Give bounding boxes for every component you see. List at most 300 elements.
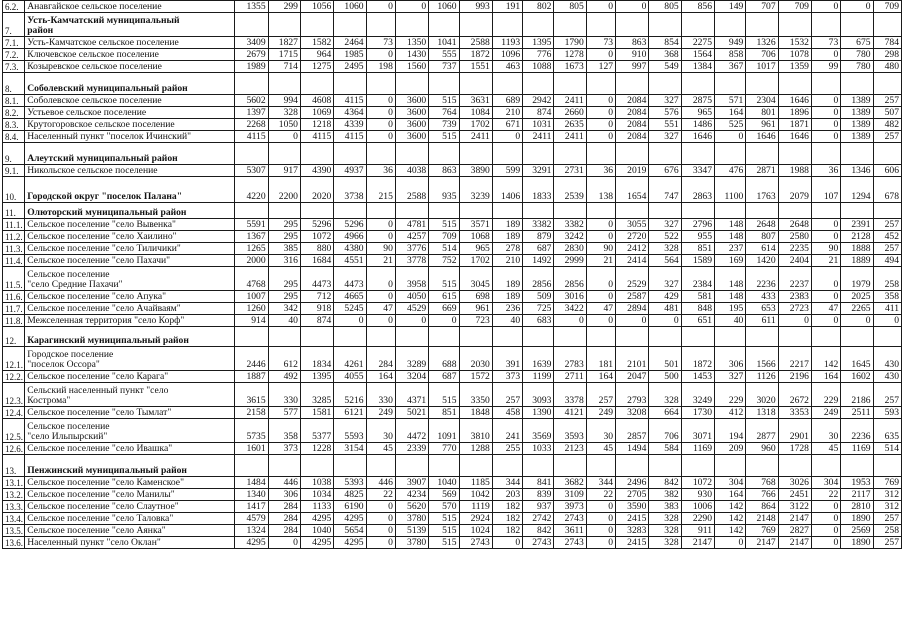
value-cell: 1199 [523,371,554,383]
value-cell: 0 [554,315,586,327]
value-cell [873,455,901,477]
value-cell [235,143,268,165]
value-cell [429,73,459,95]
value-cell [235,455,268,477]
value-cell: 2200 [268,177,300,203]
value-cell: 1728 [778,443,811,455]
row-number: 12.1. [3,347,25,371]
value-cell: 4473 [334,267,366,291]
name-line: Усть-Камчатский муниципальный [27,14,180,26]
value-cell: 2588 [395,177,428,203]
value-cell: 2020 [300,177,333,203]
value-cell: 2857 [616,419,649,443]
value-cell: 3283 [616,525,649,537]
value-cell: 1453 [681,371,714,383]
row-number: 11.3. [3,243,25,255]
value-cell: 2236 [841,419,873,443]
value-cell [715,13,746,37]
value-cell: 1024 [459,525,492,537]
value-cell [459,143,492,165]
value-cell: 1989 [235,61,268,73]
value-cell [395,143,428,165]
value-cell: 805 [649,1,681,13]
value-cell: 599 [492,165,522,177]
value-cell: 304 [715,477,746,489]
value-cell: 458 [492,407,522,419]
value-cell [681,143,714,165]
value-cell: 1872 [459,49,492,61]
name-line: Усть-Камчатское сельское поселение [27,36,179,48]
value-cell: 4551 [334,255,366,267]
value-cell: 687 [429,371,459,383]
value-cell: 4055 [334,371,366,383]
value-cell [586,455,615,477]
value-cell: 1355 [235,1,268,13]
value-cell: 189 [492,291,522,303]
value-cell: 1133 [300,501,333,513]
value-cell [429,203,459,219]
name-line: Козыревское сельское поселение [27,60,162,72]
table-row [3,119,902,131]
settlement-name [25,501,235,513]
value-cell: 4220 [235,177,268,203]
value-cell: 937 [523,501,554,513]
value-cell: 298 [873,49,901,61]
value-cell: 229 [811,383,840,407]
value-cell: 1639 [523,347,554,371]
value-cell: 1260 [235,303,268,315]
value-cell: 1060 [429,1,459,13]
value-cell: 0 [616,315,649,327]
value-cell: 40 [268,315,300,327]
settlement-name [25,73,235,95]
value-cell: 148 [715,231,746,243]
value-cell: 2237 [778,267,811,291]
value-cell: 2411 [554,131,586,143]
value-cell: 960 [746,443,778,455]
value-cell [841,143,873,165]
value-cell: 0 [366,131,395,143]
value-cell [492,13,522,37]
table-row [3,49,902,61]
name-line: Сельское поселение "село Вывенка" [27,218,176,230]
value-cell: 0 [811,131,840,143]
value-cell: 2290 [681,513,714,525]
value-cell: 195 [715,303,746,315]
table-row [3,131,902,143]
value-cell: 1326 [746,37,778,49]
value-cell [395,13,428,37]
value-cell: 1871 [778,119,811,131]
value-cell: 1068 [459,231,492,243]
value-cell: 2588 [459,37,492,49]
value-cell: 45 [586,443,615,455]
name-line: Сельское поселение "село Ачайваям" [27,302,181,314]
value-cell: 2391 [841,219,873,231]
value-cell: 169 [715,255,746,267]
value-cell: 1702 [459,119,492,131]
value-cell: 1060 [334,1,366,13]
row-number: 11.7. [3,303,25,315]
row-number: 11.8. [3,315,25,327]
value-cell: 2411 [554,95,586,107]
value-cell: 2411 [523,131,554,143]
value-cell: 0 [586,537,615,549]
name-line: Сельское поселение "село Апука" [27,290,167,302]
value-cell: 295 [268,267,300,291]
value-cell [649,73,681,95]
value-cell: 0 [366,231,395,243]
table-row [3,513,902,525]
value-cell: 241 [492,419,522,443]
value-cell: 107 [811,177,840,203]
value-cell: 142 [715,501,746,513]
value-cell: 21 [811,255,840,267]
table-row [3,443,902,455]
value-cell: 1890 [841,513,873,525]
value-cell: 0 [586,315,615,327]
value-cell: 1350 [395,37,428,49]
value-cell [811,13,840,37]
table-row [3,525,902,537]
value-cell: 3204 [395,371,428,383]
value-cell: 1193 [492,37,522,49]
value-cell: 1889 [841,255,873,267]
settlement-name [25,347,235,371]
value-cell: 306 [268,489,300,501]
value-cell: 1673 [554,61,586,73]
name-line: Сельский населенный пункт "село [27,384,169,396]
value-cell: 189 [492,267,522,291]
value-cell: 910 [616,49,649,61]
row-number: 13. [3,455,25,477]
value-cell: 0 [811,315,840,327]
value-cell [300,455,333,477]
value-cell: 164 [715,107,746,119]
value-cell: 2101 [616,347,649,371]
value-cell: 698 [459,291,492,303]
value-cell: 1582 [300,37,333,49]
table-row [3,267,902,291]
value-cell: 1589 [681,255,714,267]
value-cell [429,143,459,165]
value-cell: 257 [586,383,615,407]
value-cell: 863 [616,37,649,49]
value-cell [681,327,714,347]
value-cell [746,455,778,477]
value-cell: 327 [649,131,681,143]
value-cell: 4115 [334,95,366,107]
value-cell: 4608 [300,95,333,107]
value-cell: 480 [873,61,901,73]
value-cell: 651 [681,315,714,327]
table-row [3,1,902,13]
value-cell: 515 [429,537,459,549]
value-cell: 2217 [778,347,811,371]
value-cell: 1006 [681,501,714,513]
value-cell: 3907 [395,477,428,489]
value-cell: 2529 [616,267,649,291]
value-cell: 3973 [554,501,586,513]
value-cell: 494 [873,255,901,267]
value-cell: 0 [586,513,615,525]
value-cell [523,143,554,165]
value-cell: 5591 [235,219,268,231]
value-cell: 688 [429,347,459,371]
value-cell: 2827 [778,525,811,537]
name-line: "село Средние Пахачи" [27,278,123,290]
value-cell [429,455,459,477]
value-cell: 2743 [459,537,492,549]
settlement-name [25,315,235,327]
value-cell [300,143,333,165]
value-cell: 955 [681,231,714,243]
value-cell [235,73,268,95]
value-cell [554,203,586,219]
value-cell: 382 [649,489,681,501]
value-cell: 5307 [235,165,268,177]
value-cell: 752 [429,255,459,267]
value-cell: 22 [586,489,615,501]
value-cell: 917 [268,165,300,177]
value-cell: 2871 [746,165,778,177]
value-cell: 2743 [554,537,586,549]
value-cell: 507 [873,107,901,119]
value-cell: 3045 [459,267,492,291]
table-body [3,1,902,549]
value-cell: 709 [429,231,459,243]
row-number: 13.4. [3,513,25,525]
value-cell: 4121 [554,407,586,419]
value-cell: 295 [268,231,300,243]
settlement-name [25,407,235,419]
value-cell [681,73,714,95]
value-cell [235,327,268,347]
value-cell: 671 [492,119,522,131]
value-cell: 328 [649,383,681,407]
value-cell: 1566 [746,347,778,371]
value-cell: 1492 [523,255,554,267]
value-cell: 1040 [300,525,333,537]
value-cell: 1033 [523,443,554,455]
value-cell: 30 [366,419,395,443]
value-cell: 3055 [616,219,649,231]
value-cell: 194 [715,419,746,443]
value-cell: 430 [873,371,901,383]
name-line: Сельское поселение "село Хаилино" [27,230,177,242]
value-cell: 182 [492,513,522,525]
value-cell: 2019 [616,165,649,177]
value-cell: 446 [366,477,395,489]
value-cell: 295 [268,219,300,231]
value-cell: 229 [715,383,746,407]
value-cell: 138 [586,177,615,203]
value-cell: 997 [616,61,649,73]
name-line: Устьевое сельское поселение [27,106,147,118]
value-cell [366,455,395,477]
value-cell: 203 [492,489,522,501]
value-cell: 0 [586,501,615,513]
value-cell: 411 [873,303,901,315]
value-cell: 4473 [300,267,333,291]
value-cell: 2084 [616,107,649,119]
value-cell: 851 [681,243,714,255]
value-cell: 570 [429,501,459,513]
value-cell: 780 [841,49,873,61]
value-cell: 689 [492,95,522,107]
value-cell: 328 [649,513,681,525]
value-cell: 858 [715,49,746,61]
value-cell: 2877 [746,419,778,443]
table-row [3,477,902,489]
name-line: Сельское поселение "село Манилы" [27,488,175,500]
value-cell: 0 [811,1,840,13]
value-cell: 2648 [746,219,778,231]
settlement-name [25,455,235,477]
value-cell: 0 [586,49,615,61]
value-cell: 1324 [235,525,268,537]
value-cell: 515 [429,219,459,231]
value-cell: 1389 [841,107,873,119]
value-cell: 2648 [778,219,811,231]
value-cell: 4825 [334,489,366,501]
value-cell: 2384 [681,267,714,291]
value-cell: 1560 [395,61,428,73]
value-cell: 1890 [841,537,873,549]
value-cell: 5593 [334,419,366,443]
value-cell: 776 [523,49,554,61]
value-cell: 328 [649,525,681,537]
settlement-name [25,243,235,255]
value-cell: 257 [492,383,522,407]
value-cell: 678 [873,177,901,203]
value-cell: 675 [841,37,873,49]
value-cell: 4364 [334,107,366,119]
value-cell: 3289 [395,347,428,371]
row-number: 6.2. [3,1,25,13]
value-cell [746,327,778,347]
value-cell [492,143,522,165]
value-cell: 0 [778,315,811,327]
value-cell: 842 [649,477,681,489]
name-line: Сельское поселение "село Таловка" [27,512,174,524]
value-cell: 0 [811,537,840,549]
value-cell [366,143,395,165]
value-cell: 344 [492,477,522,489]
value-cell: 6190 [334,501,366,513]
value-cell: 189 [492,231,522,243]
row-number: 12.5. [3,419,25,443]
value-cell: 0 [366,95,395,107]
value-cell: 1007 [235,291,268,303]
value-cell: 0 [395,315,428,327]
value-cell: 1056 [300,1,333,13]
value-cell: 669 [429,303,459,315]
value-cell [268,203,300,219]
value-cell: 4257 [395,231,428,243]
value-cell: 22 [366,489,395,501]
row-number: 9. [3,143,25,165]
value-cell: 73 [811,37,840,49]
value-cell: 0 [492,537,522,549]
settlement-name [25,525,235,537]
value-cell: 5021 [395,407,428,419]
value-cell [300,73,333,95]
table-section-row [3,13,902,37]
table-section-row [3,73,902,95]
value-cell [811,73,840,95]
value-cell: 0 [366,1,395,13]
value-cell: 149 [715,1,746,13]
value-cell: 4115 [300,131,333,143]
value-cell: 0 [366,107,395,119]
row-number: 12.4. [3,407,25,419]
settlement-name [25,537,235,549]
value-cell: 2711 [554,371,586,383]
value-cell: 2743 [554,513,586,525]
value-cell: 2672 [778,383,811,407]
value-cell: 1872 [681,347,714,371]
value-cell: 2924 [459,513,492,525]
value-cell: 4295 [334,537,366,549]
value-cell: 237 [715,243,746,255]
value-cell: 3780 [395,537,428,549]
value-cell: 327 [649,95,681,107]
value-cell: 3631 [459,95,492,107]
value-cell: 581 [681,291,714,303]
value-cell: 2580 [778,231,811,243]
value-cell: 801 [746,107,778,119]
value-cell [811,203,840,219]
value-cell: 3071 [681,419,714,443]
value-cell: 0 [586,131,615,143]
value-cell: 2894 [616,303,649,315]
value-cell: 1278 [554,49,586,61]
value-cell: 1790 [554,37,586,49]
settlement-name [25,37,235,49]
value-cell: 182 [492,501,522,513]
value-cell: 1715 [268,49,300,61]
value-cell: 45 [811,443,840,455]
value-cell [715,203,746,219]
name-line: Населенный пункт "поселок Ичинский" [27,130,192,142]
value-cell: 0 [811,513,840,525]
value-cell: 769 [873,477,901,489]
value-cell: 316 [268,255,300,267]
value-cell: 299 [268,1,300,13]
value-cell: 2123 [554,443,586,455]
value-cell [300,327,333,347]
value-cell: 2000 [235,255,268,267]
value-cell: 3738 [334,177,366,203]
value-cell [366,13,395,37]
value-cell: 284 [268,525,300,537]
value-cell [715,143,746,165]
value-cell: 210 [492,255,522,267]
settlement-name [25,419,235,443]
settlement-name [25,383,235,407]
value-cell: 328 [649,243,681,255]
value-cell: 412 [715,407,746,419]
row-number: 8. [3,73,25,95]
value-cell: 328 [649,537,681,549]
value-cell [268,143,300,165]
value-cell: 0 [395,1,428,13]
value-cell: 2268 [235,119,268,131]
value-cell: 312 [873,501,901,513]
value-cell [873,73,901,95]
value-cell: 1288 [459,443,492,455]
